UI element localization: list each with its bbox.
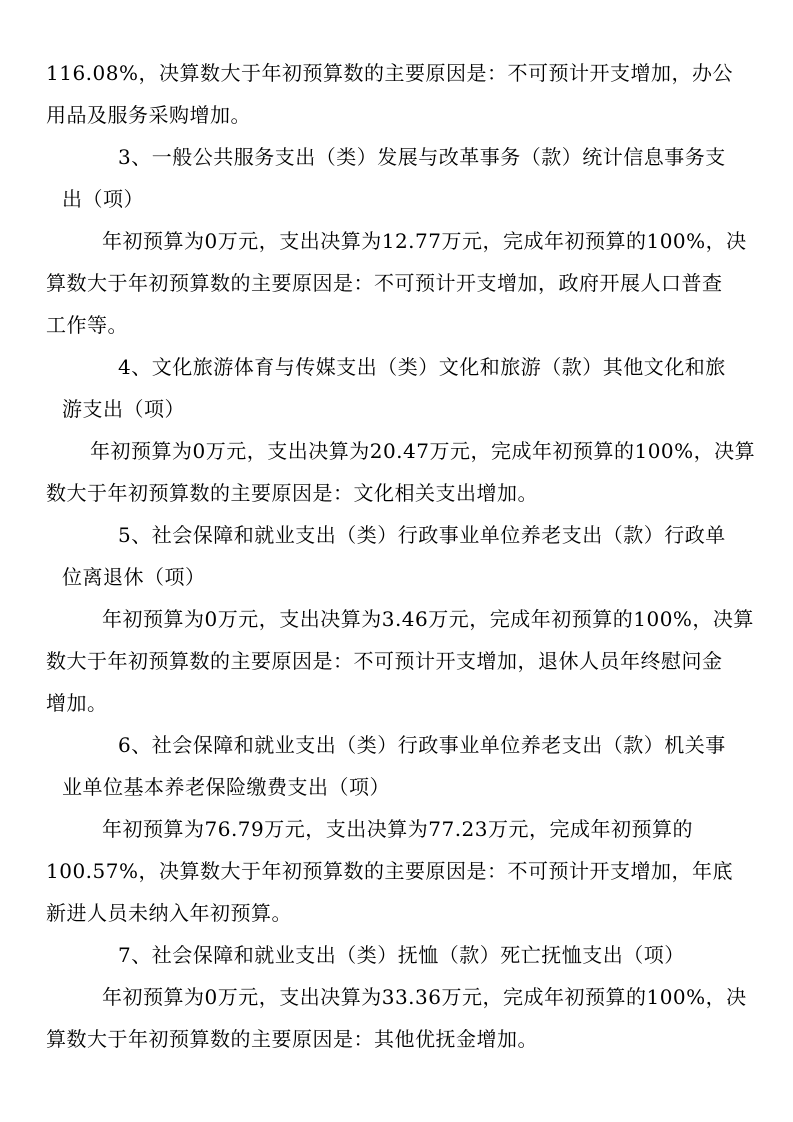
- section-heading: 5、社会保障和就业支出（类）行政事业单位养老支出（款）行政单: [118, 523, 726, 547]
- section-heading: 出（项）: [62, 187, 144, 211]
- text-line: 年初预算为0万元，支出决算为33.36万元，完成年初预算的100%，决: [102, 985, 747, 1009]
- section-heading: 游支出（项）: [62, 397, 185, 421]
- text-line: 算数大于年初预算数的主要原因是：不可预计开支增加，政府开展人口普查: [46, 271, 723, 295]
- section-heading: 6、社会保障和就业支出（类）行政事业单位养老支出（款）机关事: [118, 733, 726, 757]
- section-heading: 7、社会保障和就业支出（类）抚恤（款）死亡抚恤支出（项）: [118, 943, 685, 967]
- text-line: 年初预算为0万元，支出决算为20.47万元，完成年初预算的100%，决算: [90, 439, 756, 463]
- section-heading: 业单位基本养老保险缴费支出（项）: [62, 775, 390, 799]
- text-line: 100.57%，决算数大于年初预算数的主要原因是：不可预计开支增加，年底: [46, 859, 733, 883]
- section-heading: 3、一般公共服务支出（类）发展与改革事务（款）统计信息事务支: [118, 145, 726, 169]
- text-line: 年初预算为0万元，支出决算为12.77万元，完成年初预算的100%，决: [102, 229, 747, 253]
- text-line: 新进人员未纳入年初预算。: [46, 901, 292, 925]
- text-line: 用品及服务采购增加。: [46, 103, 251, 127]
- text-line: 工作等。: [46, 313, 128, 337]
- text-line: 年初预算为76.79万元，支出决算为77.23万元，完成年初预算的: [102, 817, 694, 841]
- text-line: 算数大于年初预算数的主要原因是：其他优抚金增加。: [46, 1027, 538, 1051]
- text-line: 数大于年初预算数的主要原因是：不可预计开支增加，退休人员年终慰问金: [46, 649, 723, 673]
- text-line: 年初预算为0万元，支出决算为3.46万元，完成年初预算的100%，决算: [102, 607, 754, 631]
- section-heading: 4、文化旅游体育与传媒支出（类）文化和旅游（款）其他文化和旅: [118, 355, 726, 379]
- text-line: 116.08%，决算数大于年初预算数的主要原因是：不可预计开支增加，办公: [46, 61, 733, 85]
- text-line: 数大于年初预算数的主要原因是：文化相关支出增加。: [46, 481, 538, 505]
- text-line: 增加。: [46, 691, 108, 715]
- section-heading: 位离退休（项）: [62, 565, 206, 589]
